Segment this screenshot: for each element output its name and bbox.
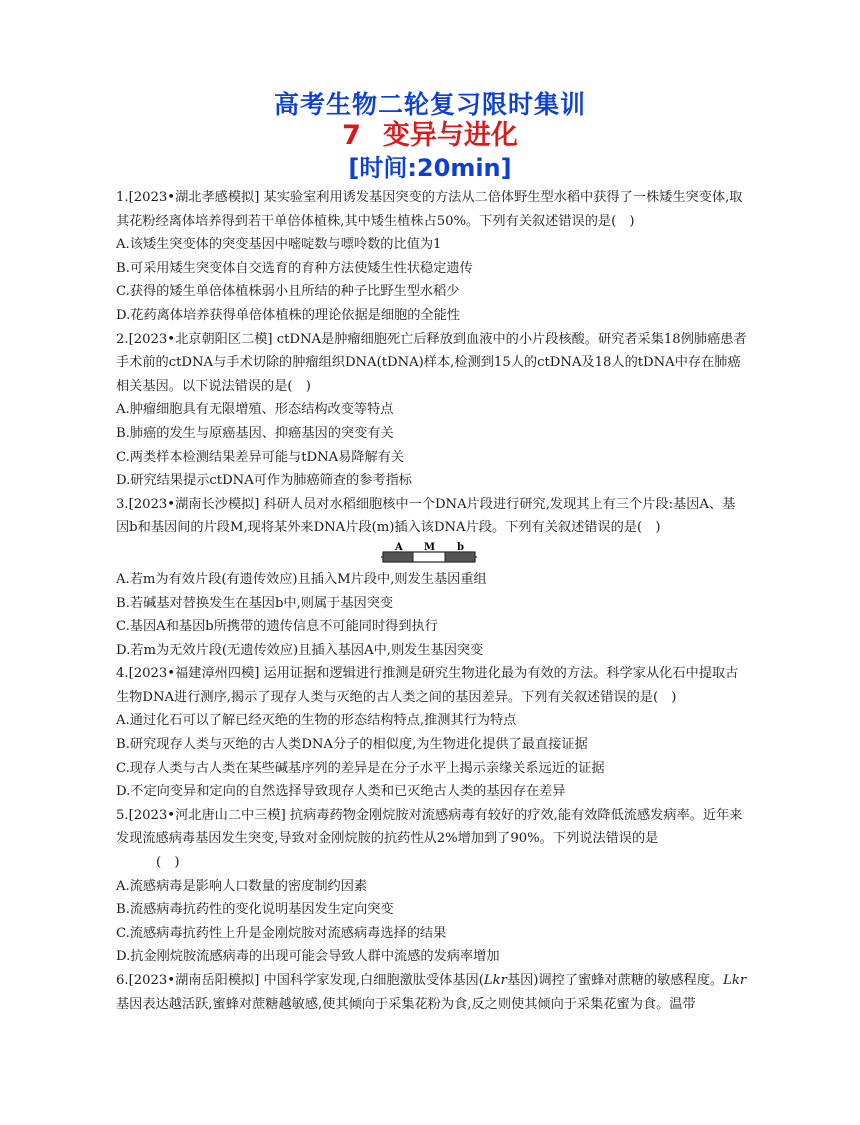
option-b: B.流感病毒抗药性的变化说明基因发生定向突变 [116,902,394,918]
gene-b-block [445,552,475,562]
question-5 [116,804,748,969]
gene-a-block [383,552,413,562]
dna-segment-diagram [381,542,477,564]
question-1 [116,186,748,328]
gene-b-label: b [457,541,464,553]
stem-mid: 基因)调控了蜜蜂对蔗糖的敏感程度。 [506,973,724,988]
time-limit: [时间:20min] [348,154,512,182]
option-a: A.若m为有效片段(有遗传效应)且插入M片段中,则发生基因重组 [116,571,487,587]
gene-name-italic: Lkr [723,973,747,988]
document-header [0,90,860,184]
question-stem: 5.[2023•河北唐山二中三模] 抗病毒药物金刚烷胺对流感病毒有较好的疗效,能有效降低流感发病率。近年来发现流感病毒基因发生突变,导致对金刚烷胺的抗药性从2%增加到了90%。下列说法错误的是 [116,807,743,847]
option-d: D.花药离体培养获得单倍体植株的理论依据是细胞的全能性 [116,307,460,323]
gene-name-italic: Lkr [483,973,507,988]
answer-paren: ( ) [156,855,180,871]
question-4 [116,662,748,804]
option-d: D.抗金刚烷胺流感病毒的出现可能会导致人群中流感的发病率增加 [116,949,500,965]
option-c: C.现存人类与古人类在某些碱基序列的差异是在分子水平上揭示亲缘关系远近的证据 [116,760,605,776]
option-d: D.不定向变异和定向的自然选择导致现存人类和已灭绝古人类的基因存在差异 [116,784,566,800]
stem-prefix: 6.[2023•湖南岳阳模拟] 中国科学家发现,白细胞激肽受体基因( [116,973,484,988]
segment-m-label: M [424,541,436,553]
option-b: B.若碱基对替换发生在基因b中,则属于基因突变 [116,595,394,611]
chapter-title: 变异与进化 [382,120,518,151]
question-stem: 3.[2023•湖南长沙模拟] 科研人员对水稻细胞核中一个DNA片段进行研究,发现其上有三个片段:基因A、基因b和基因间的片段M,现将某外来DNA片段(m)插入该DNA片段。下列有关叙述错误的是( ) [116,496,736,536]
dna-segment-figure [116,540,748,568]
chapter-number: 7 [342,120,361,151]
option-a: A.通过化石可以了解已经灭绝的生物的形态结构特点,推测其行为特点 [116,713,517,729]
option-c: C.流感病毒抗药性上升是金刚烷胺对流感病毒选择的结果 [116,925,447,941]
option-c: C.基因A和基因b所携带的遗传信息不可能同时得到执行 [116,619,438,635]
stem-suffix: 基因表达越活跃,蜜蜂对蔗糖越敏感,使其倾向于采集花粉为食,反之则使其倾向于采集花蜜为食。温带 [116,996,696,1012]
option-b: B.肺癌的发生与原癌基因、抑癌基因的突变有关 [116,425,394,441]
option-b: B.可采用矮生突变体自交选育的育种方法使矮生性状稳定遗传 [116,260,473,276]
question-6 [116,969,748,1016]
option-c: C.两类样本检测结果差异可能与tDNA易降解有关 [116,449,405,465]
question-stem: 2.[2023•北京朝阳区二模] ctDNA是肿瘤细胞死亡后释放到血液中的小片段核酸。研究者采集18例肺癌患者手术前的ctDNA与手术切除的肿瘤组织DNA(tDNA)样本,检测到15人的ctDNA及18人的tDNA中存在肺癌相关基因。以下说法错误的是( ) [116,331,747,394]
option-c: C.获得的矮生单倍体植株弱小且所结的种子比野生型水稻少 [116,284,460,300]
gene-a-label: A [395,541,403,553]
option-a: A.肿瘤细胞具有无限增殖、形态结构改变等特点 [116,402,394,418]
question-stem: 1.[2023•湖北孝感模拟] 某实验室利用诱发基因突变的方法从二倍体野生型水稻中获得了一株矮生突变体,取其花粉经离体培养得到若干单倍体植株,其中矮生植株占50%。下列有关叙述错误的是( ) [116,190,743,229]
option-a: A.该矮生突变体的突变基因中嘧啶数与嘌呤数的比值为1 [116,237,442,253]
option-a: A.流感病毒是影响人口数量的密度制约因素 [116,878,368,894]
question-stem [116,969,748,1016]
question-list [116,186,748,1016]
document-title: 高考生物二轮复习限时集训 [273,90,586,119]
option-d: D.若m为无效片段(无遗传效应)且插入基因A中,则发生基因突变 [116,642,484,658]
question-2 [116,328,748,493]
chapter-heading [0,120,860,152]
question-stem: 4.[2023•福建漳州四模] 运用证据和逻辑进行推测是研究生物进化最为有效的方法。科学家从化石中提取古生物DNA进行测序,揭示了现存人类与灭绝的古人类之间的基因差异。下列有关叙述错误的是( ) [116,666,739,705]
option-d: D.研究结果提示ctDNA可作为肺癌筛查的参考指标 [116,473,412,489]
option-b: B.研究现存人类与灭绝的古人类DNA分子的相似度,为生物进化提供了最直接证据 [116,737,588,753]
question-3 [116,493,748,663]
